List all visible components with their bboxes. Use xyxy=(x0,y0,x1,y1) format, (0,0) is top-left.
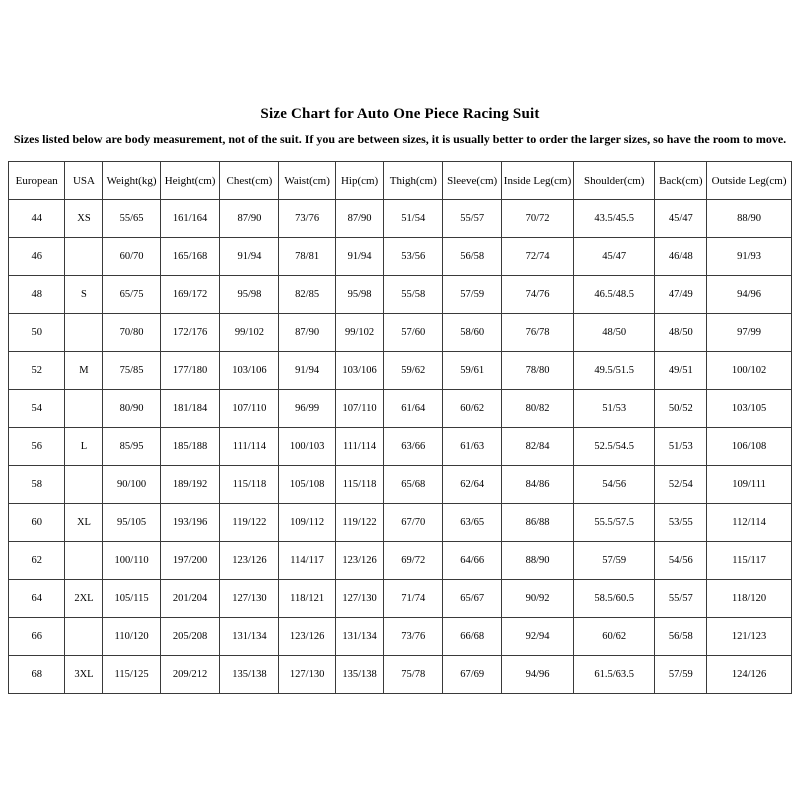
table-cell: 51/53 xyxy=(655,428,707,466)
table-cell: 45/47 xyxy=(573,238,655,276)
table-cell: 63/65 xyxy=(443,504,502,542)
table-cell: 100/102 xyxy=(707,352,792,390)
column-header-european: European xyxy=(9,162,65,200)
table-cell: 193/196 xyxy=(160,504,220,542)
table-cell: 45/47 xyxy=(655,200,707,238)
table-cell: 54/56 xyxy=(655,542,707,580)
table-cell: 94/96 xyxy=(502,656,574,694)
table-cell: 63/66 xyxy=(384,428,443,466)
table-cell: 52.5/54.5 xyxy=(573,428,655,466)
table-cell: 53/55 xyxy=(655,504,707,542)
table-cell: 76/78 xyxy=(502,314,574,352)
table-cell: 115/118 xyxy=(335,466,383,504)
table-cell: 127/130 xyxy=(335,580,383,618)
table-cell: 165/168 xyxy=(160,238,220,276)
table-cell: 121/123 xyxy=(707,618,792,656)
table-cell: 46.5/48.5 xyxy=(573,276,655,314)
table-cell: 2XL xyxy=(65,580,103,618)
table-cell: 95/98 xyxy=(220,276,279,314)
table-cell: 70/72 xyxy=(502,200,574,238)
table-cell: 86/88 xyxy=(502,504,574,542)
table-cell: XS xyxy=(65,200,103,238)
table-cell: 88/90 xyxy=(502,542,574,580)
table-cell: 87/90 xyxy=(335,200,383,238)
table-cell: 109/112 xyxy=(279,504,335,542)
column-header-shoulder-cm: Shoulder(cm) xyxy=(573,162,655,200)
table-cell: 185/188 xyxy=(160,428,220,466)
table-row xyxy=(9,466,792,504)
table-cell: 110/120 xyxy=(103,618,160,656)
table-cell: 75/78 xyxy=(384,656,443,694)
table-cell: 48 xyxy=(9,276,65,314)
page-title: Size Chart for Auto One Piece Racing Suit xyxy=(260,106,540,122)
table-cell: 58 xyxy=(9,466,65,504)
table-cell: 50/52 xyxy=(655,390,707,428)
table-cell: 124/126 xyxy=(707,656,792,694)
table-cell: 88/90 xyxy=(707,200,792,238)
table-cell: 109/111 xyxy=(707,466,792,504)
table-row xyxy=(9,352,792,390)
table-cell: 135/138 xyxy=(220,656,279,694)
table-cell: 181/184 xyxy=(160,390,220,428)
table-cell: 123/126 xyxy=(220,542,279,580)
table-cell: 80/90 xyxy=(103,390,160,428)
table-cell xyxy=(65,238,103,276)
table-cell: 118/121 xyxy=(279,580,335,618)
table-cell: 73/76 xyxy=(279,200,335,238)
table-cell: 55/57 xyxy=(443,200,502,238)
table-cell: XL xyxy=(65,504,103,542)
table-cell: 56 xyxy=(9,428,65,466)
table-cell: 48/50 xyxy=(655,314,707,352)
table-cell: L xyxy=(65,428,103,466)
table-row xyxy=(9,542,792,580)
table-cell: 99/102 xyxy=(220,314,279,352)
column-header-sleeve-cm: Sleeve(cm) xyxy=(443,162,502,200)
table-cell: 131/134 xyxy=(220,618,279,656)
table-header-row xyxy=(9,162,792,200)
table-cell xyxy=(65,314,103,352)
table-cell: 55/65 xyxy=(103,200,160,238)
table-cell: 169/172 xyxy=(160,276,220,314)
table-cell: 66/68 xyxy=(443,618,502,656)
table-cell: 103/106 xyxy=(335,352,383,390)
table-cell: 115/125 xyxy=(103,656,160,694)
table-cell: 71/74 xyxy=(384,580,443,618)
table-cell: 47/49 xyxy=(655,276,707,314)
table-row xyxy=(9,314,792,352)
table-cell: 57/59 xyxy=(443,276,502,314)
table-cell: 92/94 xyxy=(502,618,574,656)
table-cell: 118/120 xyxy=(707,580,792,618)
table-cell: 209/212 xyxy=(160,656,220,694)
table-cell: 189/192 xyxy=(160,466,220,504)
table-cell: 51/54 xyxy=(384,200,443,238)
table-cell: 80/82 xyxy=(502,390,574,428)
table-cell: 111/114 xyxy=(220,428,279,466)
table-cell: 95/105 xyxy=(103,504,160,542)
table-cell: 94/96 xyxy=(707,276,792,314)
table-row xyxy=(9,238,792,276)
table-cell: 107/110 xyxy=(220,390,279,428)
table-cell: 57/59 xyxy=(573,542,655,580)
table-cell: 74/76 xyxy=(502,276,574,314)
column-header-height-cm: Height(cm) xyxy=(160,162,220,200)
table-row xyxy=(9,618,792,656)
table-row xyxy=(9,276,792,314)
table-cell: 67/69 xyxy=(443,656,502,694)
table-cell: 56/58 xyxy=(443,238,502,276)
column-header-hip-cm: Hip(cm) xyxy=(335,162,383,200)
table-cell: 73/76 xyxy=(384,618,443,656)
table-cell: 97/99 xyxy=(707,314,792,352)
table-cell xyxy=(65,390,103,428)
table-cell: 67/70 xyxy=(384,504,443,542)
table-cell: 65/68 xyxy=(384,466,443,504)
table-cell: 123/126 xyxy=(279,618,335,656)
table-row xyxy=(9,390,792,428)
table-cell: 103/106 xyxy=(220,352,279,390)
table-cell: 64 xyxy=(9,580,65,618)
table-cell: 43.5/45.5 xyxy=(573,200,655,238)
table-cell: 87/90 xyxy=(220,200,279,238)
table-cell: 172/176 xyxy=(160,314,220,352)
table-cell: 61/63 xyxy=(443,428,502,466)
table-cell: 64/66 xyxy=(443,542,502,580)
table-cell: 90/100 xyxy=(103,466,160,504)
table-row xyxy=(9,200,792,238)
table-cell: 87/90 xyxy=(279,314,335,352)
table-cell: 49.5/51.5 xyxy=(573,352,655,390)
table-cell: M xyxy=(65,352,103,390)
table-cell: 56/58 xyxy=(655,618,707,656)
table-cell: 57/60 xyxy=(384,314,443,352)
page-subtitle: Sizes listed below are body measurement, not of the suit. If you are between sizes, it is usually better to order the larger sizes, so have the room to move. xyxy=(13,132,787,146)
table-cell: 53/56 xyxy=(384,238,443,276)
table-cell: 105/115 xyxy=(103,580,160,618)
table-cell: 91/94 xyxy=(335,238,383,276)
table-cell: 58/60 xyxy=(443,314,502,352)
table-cell: 100/110 xyxy=(103,542,160,580)
table-cell: 100/103 xyxy=(279,428,335,466)
table-cell: 103/105 xyxy=(707,390,792,428)
table-cell: 65/67 xyxy=(443,580,502,618)
table-cell: 60/70 xyxy=(103,238,160,276)
column-header-inside-leg-cm: Inside Leg(cm) xyxy=(502,162,574,200)
size-chart-table xyxy=(8,161,792,694)
table-cell: 96/99 xyxy=(279,390,335,428)
table-cell: 54/56 xyxy=(573,466,655,504)
table-cell: 58.5/60.5 xyxy=(573,580,655,618)
table-cell: 131/134 xyxy=(335,618,383,656)
table-cell: 119/122 xyxy=(220,504,279,542)
table-cell: 55.5/57.5 xyxy=(573,504,655,542)
table-cell: 90/92 xyxy=(502,580,574,618)
table-cell: 52 xyxy=(9,352,65,390)
column-header-weight-kg: Weight(kg) xyxy=(103,162,160,200)
table-cell: 85/95 xyxy=(103,428,160,466)
table-cell: 106/108 xyxy=(707,428,792,466)
table-row xyxy=(9,656,792,694)
table-cell: 75/85 xyxy=(103,352,160,390)
table-cell: 61.5/63.5 xyxy=(573,656,655,694)
table-cell: 57/59 xyxy=(655,656,707,694)
column-header-back-cm: Back(cm) xyxy=(655,162,707,200)
table-row xyxy=(9,428,792,466)
table-cell: 135/138 xyxy=(335,656,383,694)
table-cell: 62/64 xyxy=(443,466,502,504)
column-header-outside-leg-cm: Outside Leg(cm) xyxy=(707,162,792,200)
table-cell: 84/86 xyxy=(502,466,574,504)
table-cell: 91/93 xyxy=(707,238,792,276)
table-cell: 78/80 xyxy=(502,352,574,390)
table-cell: 205/208 xyxy=(160,618,220,656)
table-cell xyxy=(65,466,103,504)
table-cell: S xyxy=(65,276,103,314)
table-cell: 46 xyxy=(9,238,65,276)
table-cell: 105/108 xyxy=(279,466,335,504)
table-cell: 59/61 xyxy=(443,352,502,390)
table-cell: 72/74 xyxy=(502,238,574,276)
table-cell: 54 xyxy=(9,390,65,428)
table-cell: 65/75 xyxy=(103,276,160,314)
table-cell: 60/62 xyxy=(443,390,502,428)
table-cell: 78/81 xyxy=(279,238,335,276)
table-cell xyxy=(65,542,103,580)
table-cell: 55/57 xyxy=(655,580,707,618)
table-cell: 3XL xyxy=(65,656,103,694)
table-cell: 177/180 xyxy=(160,352,220,390)
table-cell: 115/118 xyxy=(220,466,279,504)
table-cell: 119/122 xyxy=(335,504,383,542)
table-cell: 82/84 xyxy=(502,428,574,466)
table-cell: 46/48 xyxy=(655,238,707,276)
table-cell: 52/54 xyxy=(655,466,707,504)
table-cell: 66 xyxy=(9,618,65,656)
column-header-waist-cm: Waist(cm) xyxy=(279,162,335,200)
table-cell: 60/62 xyxy=(573,618,655,656)
table-cell: 60 xyxy=(9,504,65,542)
table-cell: 107/110 xyxy=(335,390,383,428)
table-cell: 68 xyxy=(9,656,65,694)
table-cell: 70/80 xyxy=(103,314,160,352)
table-cell: 99/102 xyxy=(335,314,383,352)
table-cell: 112/114 xyxy=(707,504,792,542)
table-cell: 51/53 xyxy=(573,390,655,428)
table-cell: 69/72 xyxy=(384,542,443,580)
table-cell: 49/51 xyxy=(655,352,707,390)
table-cell: 59/62 xyxy=(384,352,443,390)
table-cell: 82/85 xyxy=(279,276,335,314)
table-cell xyxy=(65,618,103,656)
table-cell: 91/94 xyxy=(279,352,335,390)
table-cell: 201/204 xyxy=(160,580,220,618)
table-cell: 127/130 xyxy=(279,656,335,694)
table-cell: 62 xyxy=(9,542,65,580)
table-cell: 123/126 xyxy=(335,542,383,580)
table-cell: 127/130 xyxy=(220,580,279,618)
table-cell: 111/114 xyxy=(335,428,383,466)
table-cell: 95/98 xyxy=(335,276,383,314)
table-row xyxy=(9,580,792,618)
table-cell: 114/117 xyxy=(279,542,335,580)
table-cell: 48/50 xyxy=(573,314,655,352)
table-cell: 44 xyxy=(9,200,65,238)
column-header-thigh-cm: Thigh(cm) xyxy=(384,162,443,200)
table-cell: 197/200 xyxy=(160,542,220,580)
table-cell: 55/58 xyxy=(384,276,443,314)
table-row xyxy=(9,504,792,542)
table-cell: 91/94 xyxy=(220,238,279,276)
column-header-chest-cm: Chest(cm) xyxy=(220,162,279,200)
table-cell: 161/164 xyxy=(160,200,220,238)
table-cell: 50 xyxy=(9,314,65,352)
table-cell: 115/117 xyxy=(707,542,792,580)
table-cell: 61/64 xyxy=(384,390,443,428)
column-header-usa: USA xyxy=(65,162,103,200)
